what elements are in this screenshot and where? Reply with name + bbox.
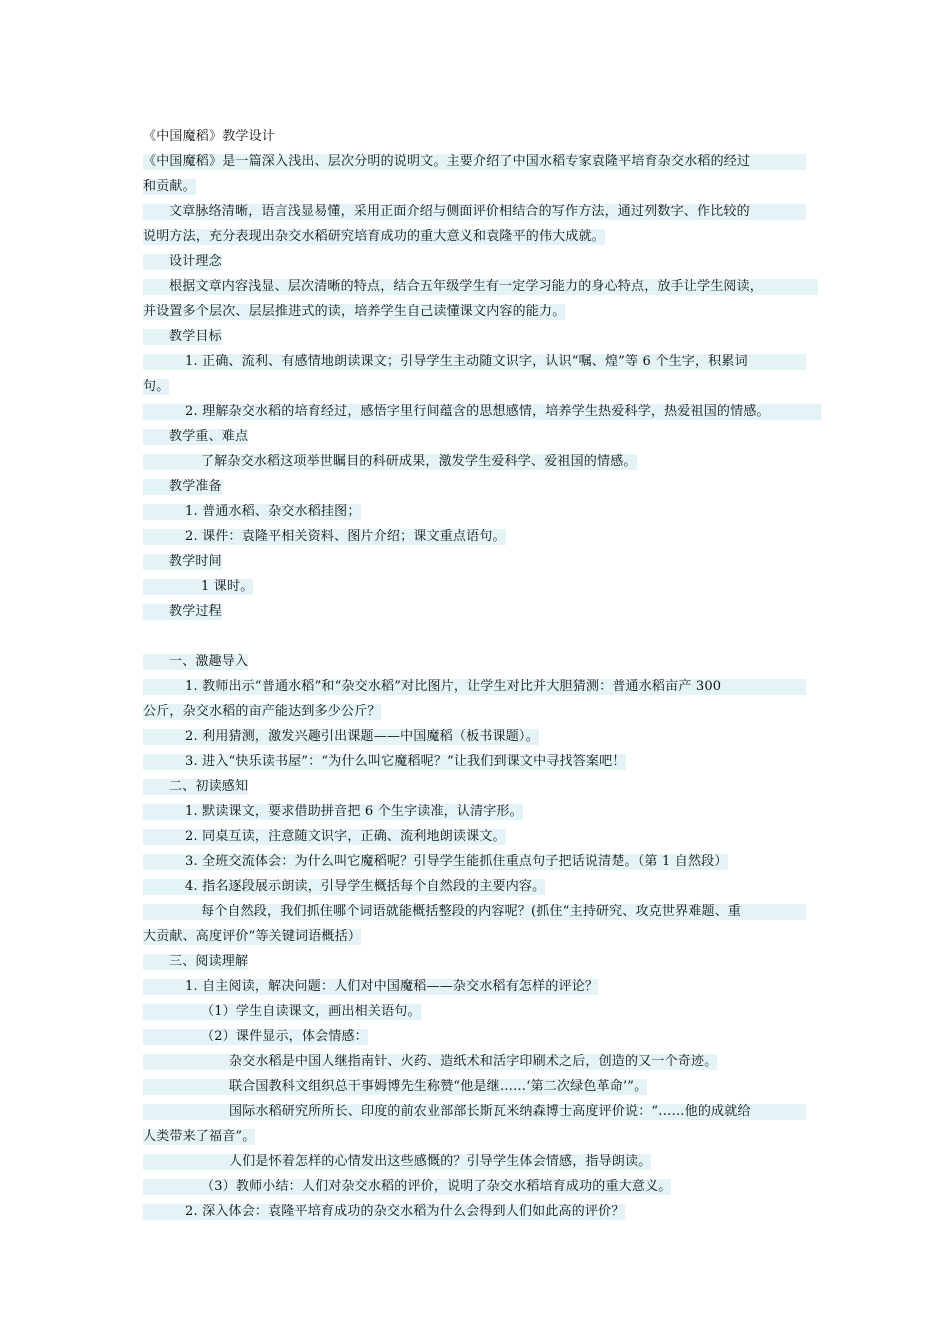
section-heading: 二、初读感知 xyxy=(143,779,248,795)
list-item: 2. 课件：袁隆平相关资料、图片介绍；课文重点语句。 xyxy=(143,529,506,545)
paragraph-line: 大贡献、高度评价”等关键词语概括） xyxy=(143,929,362,944)
quote-line: 国际水稻研究所所长、印度的前农业部部长斯瓦米纳森博士高度评价说：“……他的成就给 xyxy=(143,1104,806,1120)
list-item: 1. 正确、流利、有感情地朗读课文；引导学生主动随文识字，认识“嘱、煌”等 6 个生字，积累词 xyxy=(143,354,806,370)
list-item: 1. 教师出示“普通水稻”和“杂交水稻”对比图片，让学生对比并大胆猜测：普通水稻亩产 300 xyxy=(143,679,806,695)
document-title: 《中国魔稻》教学设计 xyxy=(143,129,276,144)
list-item: 2. 同桌互读，注意随文识字，正确、流利地朗读课文。 xyxy=(143,829,506,845)
paragraph-line: 1 课时。 xyxy=(143,579,253,595)
paragraph-line: 根据文章内容浅显、层次清晰的特点，结合五年级学生有一定学习能力的身心特点，放手让学生阅读， xyxy=(143,279,818,295)
section-heading: 教学目标 xyxy=(143,329,222,345)
paragraph-line: 和贡献。 xyxy=(143,179,196,194)
paragraph-line: 《中国魔稻》是一篇深入浅出、层次分明的说明文。主要介绍了中国水稻专家袁隆平培育杂交水稻的经过 xyxy=(143,154,806,170)
paragraph-line: 并设置多个层次、层层推进式的读，培养学生自己读懂课文内容的能力。 xyxy=(143,304,566,319)
paragraph-line: 了解杂交水稻这项举世瞩目的科研成果，激发学生爱科学、爱祖国的情感。 xyxy=(143,454,637,470)
quote-line: 联合国教科文组织总干事姆博先生称赞“他是继……‘第二次绿色革命’”。 xyxy=(143,1079,647,1095)
quote-line: 人类带来了福音”。 xyxy=(143,1129,256,1144)
section-heading: 教学准备 xyxy=(143,479,222,495)
list-item: 公斤，杂交水稻的亩产能达到多少公斤？ xyxy=(143,704,381,719)
list-item: 1. 自主阅读，解决问题：人们对中国魔稻——杂交水稻有怎样的评论？ xyxy=(143,979,598,995)
list-item: 2. 深入体会：袁隆平培育成功的杂交水稻为什么会得到人们如此高的评价？ xyxy=(143,1204,625,1220)
section-heading: 教学过程 xyxy=(143,604,222,620)
list-item: 句。 xyxy=(143,379,170,394)
list-item: （3）教师小结：人们对杂交水稻的评价，说明了杂交水稻培育成功的重大意义。 xyxy=(143,1179,671,1195)
section-heading: 一、激趣导入 xyxy=(143,654,248,670)
paragraph-line: 每个自然段，我们抓住哪个词语就能概括整段的内容呢？(抓住“主持研究、攻克世界难题、重 xyxy=(143,904,806,920)
list-item: 4. 指名逐段展示朗读，引导学生概括每个自然段的主要内容。 xyxy=(143,879,545,895)
list-item: 1. 普通水稻、杂交水稻挂图； xyxy=(143,504,361,520)
list-item: （1）学生自读课文，画出相关语句。 xyxy=(143,1004,421,1020)
paragraph-line: 说明方法，充分表现出杂交水稻研究培育成功的重大意义和袁隆平的伟大成就。 xyxy=(143,229,606,244)
section-heading: 教学重、难点 xyxy=(143,429,248,445)
quote-line: 人们是怀着怎样的心情发出这些感慨的？引导学生体会情感，指导朗读。 xyxy=(143,1154,651,1170)
list-item: 3. 进入“快乐读书屋”：“为什么叫它魔稻呢？”让我们到课文中寻找答案吧！ xyxy=(143,754,626,770)
list-item: 2. 利用猜测，激发兴趣引出课题——中国魔稻（板书课题）。 xyxy=(143,729,539,745)
list-item: 2. 理解杂交水稻的培育经过，感悟字里行间蕴含的思想感情，培养学生热爱科学，热爱祖国的情感。 xyxy=(143,404,821,420)
list-item: 3. 全班交流体会：为什么叫它魔稻呢？引导学生能抓住重点句子把话说清楚。（第 1 自然段） xyxy=(143,854,728,870)
quote-line: 杂交水稻是中国人继指南针、火药、造纸术和活字印刷术之后，创造的又一个奇迹。 xyxy=(143,1054,717,1070)
list-item: （2）课件显示，体会情感： xyxy=(143,1029,368,1045)
section-heading: 三、阅读理解 xyxy=(143,954,248,970)
paragraph-line: 文章脉络清晰，语言浅显易懂，采用正面介绍与侧面评价相结合的写作方法，通过列数字、作比较的 xyxy=(143,204,806,220)
section-heading: 教学时间 xyxy=(143,554,222,570)
section-heading: 设计理念 xyxy=(143,254,222,270)
list-item: 1. 默读课文，要求借助拼音把 6 个生字读准，认清字形。 xyxy=(143,804,523,820)
